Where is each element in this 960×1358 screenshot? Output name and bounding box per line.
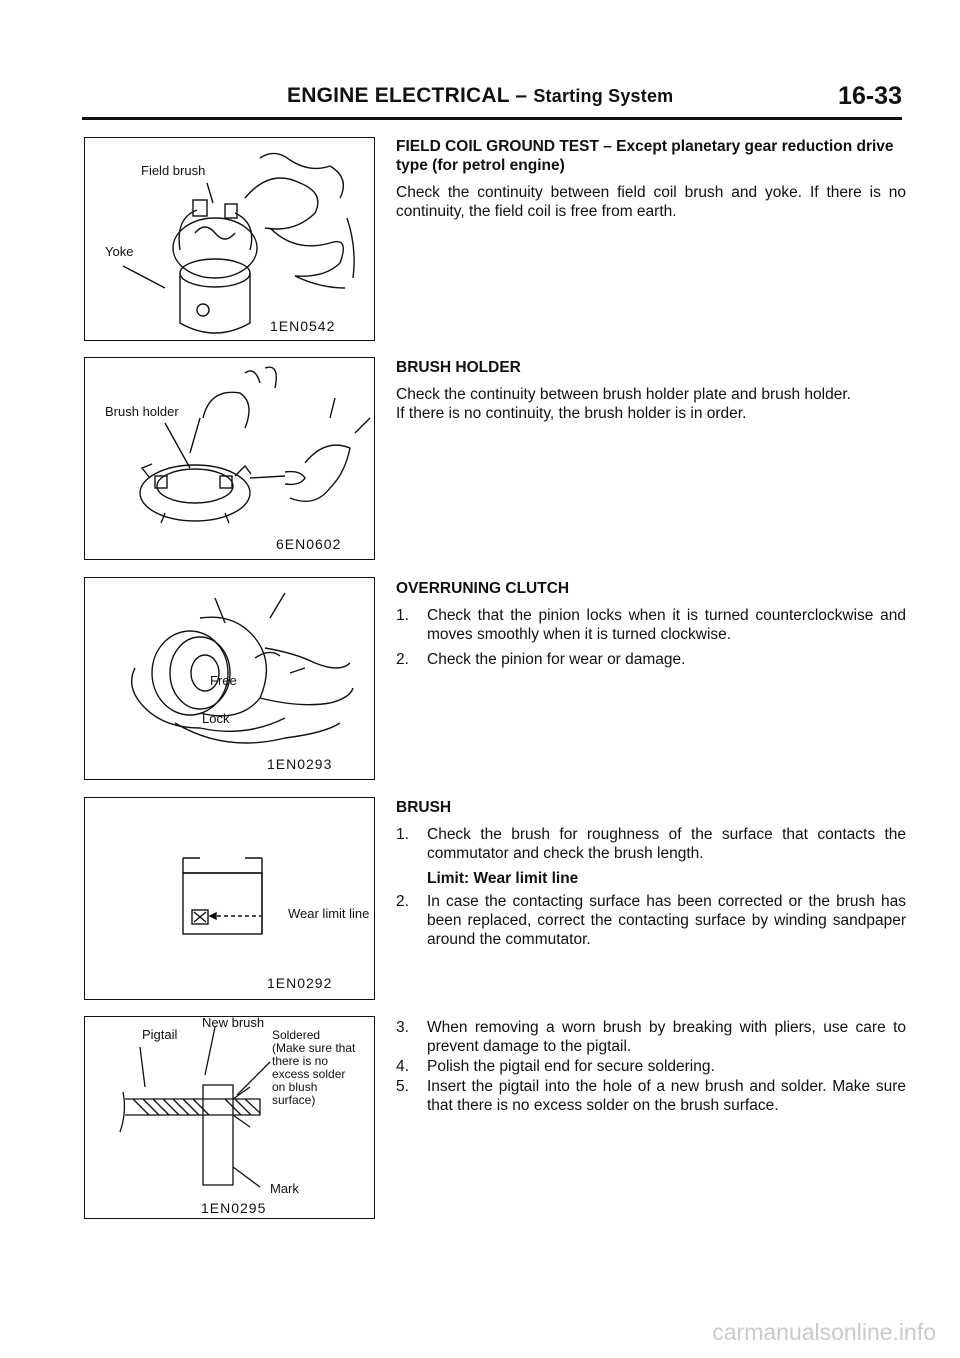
list-item [396,825,906,863]
figure-code: 1EN0295 [201,1200,267,1216]
list-item [396,1057,906,1076]
label-mark: Mark [270,1181,299,1196]
section-heading: BRUSH HOLDER [396,359,521,376]
label-free: Free [210,673,237,688]
soldered-line: surface) [272,1093,316,1107]
figure-overrunning-clutch [84,577,375,780]
figure-brush-holder [84,357,375,560]
item-number: 1. [396,826,409,843]
label-new-brush: New brush [202,1015,265,1030]
soldered-line: there is no [272,1054,329,1068]
header-rule [82,117,902,120]
section-brush [396,798,906,955]
label-pigtail: Pigtail [142,1027,178,1042]
brush-holder-illustration [85,358,376,561]
label-lock: Lock [202,711,230,726]
field-coil-illustration [85,138,376,342]
watermark: carmanualsonline.info [712,1319,936,1345]
figure-pigtail [84,1016,375,1219]
label-brush-holder: Brush holder [105,404,179,419]
figure-field-coil [84,137,375,341]
section-text: Check the continuity between field coil brush and yoke. If there is no continuity, the field coil is free from earth. [396,184,906,220]
item-text: Insert the pigtail into the hole of a new brush and solder. Make sure that there is no excess solder on the brush surface. [427,1078,906,1114]
figure-code: 6EN0602 [276,536,342,552]
figure-code: 1EN0542 [270,318,336,334]
item-text: Check the brush for roughness of the surface that contacts the commutator and check the brush length. [427,826,906,862]
item-number: 3. [396,1019,409,1036]
soldered-line: (Make sure that [272,1041,356,1055]
soldered-line: Soldered [272,1028,321,1042]
list-item [396,1018,906,1056]
soldered-line: excess solder [272,1067,346,1081]
item-text: Polish the pigtail end for secure soldering. [427,1058,715,1075]
soldered-line: on blush [272,1080,318,1094]
item-text: In case the contacting surface has been corrected or the brush has been replaced, correct the contacting surface by winding sandpaper around the commutator. [427,893,906,948]
figure-brush-wear [84,797,375,1000]
list-item [396,1077,906,1115]
label-yoke: Yoke [105,244,134,259]
header-title-main: ENGINE ELECTRICAL – [287,84,528,107]
header-subtitle: Starting System [533,86,674,106]
section-heading: OVERRUNING CLUTCH [396,580,570,597]
item-number: 2. [396,893,409,910]
section-overrunning-clutch [396,579,906,675]
label-soldered [272,1029,355,1107]
figure-code: 1EN0293 [267,756,333,772]
section-brush-holder [396,358,906,423]
page-header [82,84,902,114]
brush-wear-diagram [85,798,376,1001]
wear-limit-spec: Limit: Wear limit line [427,870,579,887]
page-number: 16-33 [838,82,902,110]
list-item [396,650,906,669]
section-heading: BRUSH [396,799,452,816]
section-text: If there is no continuity, the brush holder is in order. [396,405,747,422]
item-text: Check that the pinion locks when it is turned counterclockwise and moves smoothly when it is turned clockwise. [427,607,906,643]
list-item [396,606,906,644]
label-field-brush: Field brush [141,163,206,178]
item-number: 2. [396,651,409,668]
section-text: Check the continuity between brush holder plate and brush holder. [396,386,851,403]
section-brush-replacement [396,1018,906,1121]
item-number: 5. [396,1078,409,1095]
item-text: Check the pinion for wear or damage. [427,651,686,668]
section-field-coil [396,137,906,221]
figure-code: 1EN0292 [267,975,333,991]
item-text: When removing a worn brush by breaking with pliers, use care to prevent damage to the pigtail. [427,1019,906,1055]
section-heading: FIELD COIL GROUND TEST – Except planetary gear reduction drive type (for petrol engine) [396,138,894,174]
header-title [287,84,673,108]
label-wear-limit-line: Wear limit line [288,906,370,921]
item-number: 4. [396,1058,409,1075]
list-item [396,892,906,949]
item-number: 1. [396,607,409,624]
